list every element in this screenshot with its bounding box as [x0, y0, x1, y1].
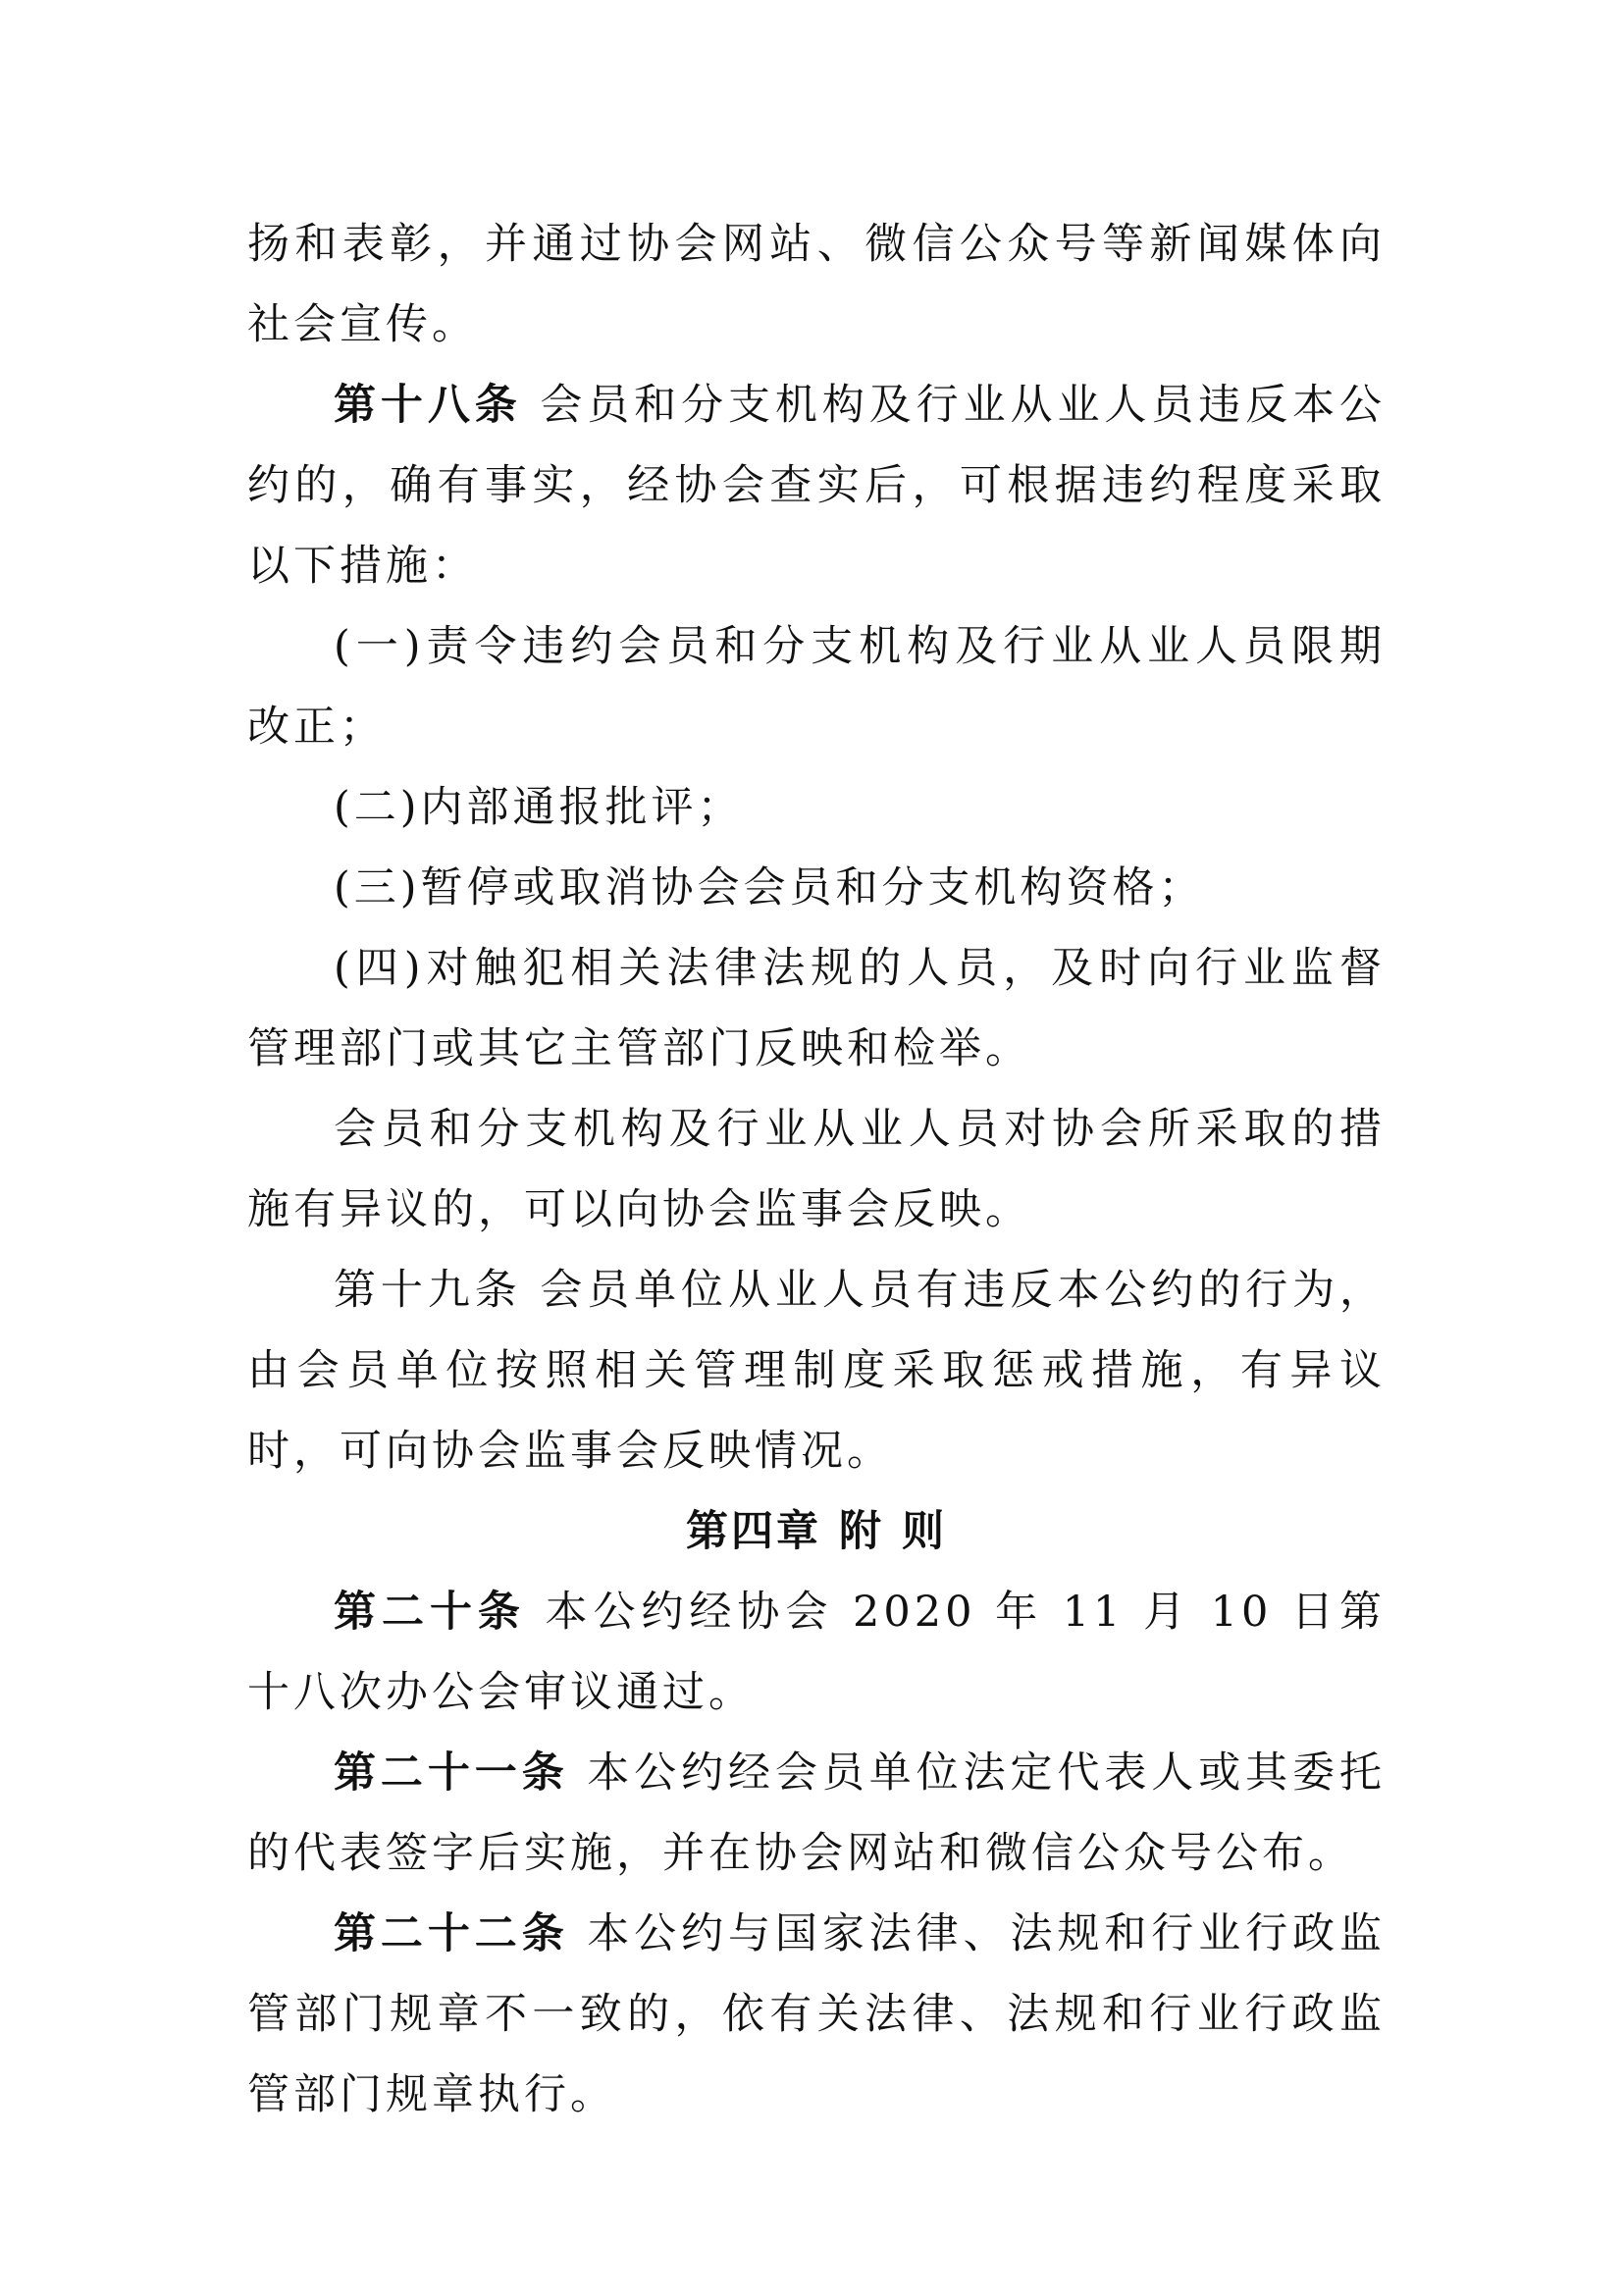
- article-20: [247, 1572, 1386, 1733]
- measure-item-2: (二)内部通报批评；: [334, 783, 744, 832]
- article-18: [247, 365, 1386, 606]
- article-21-label: 第二十一条: [334, 1748, 569, 1798]
- article-20-label: 第二十条: [334, 1588, 526, 1637]
- article-22-text: 本公约与国家法律、法规和行业行政监管部门规章不一致的，依有关法律、法规和行业行政监管部门规章执行。: [247, 1909, 1387, 2119]
- article-18-label: 第十八条: [334, 381, 522, 430]
- document-body: [247, 204, 1386, 2135]
- paragraph-text: 扬和表彰，并通过协会网站、微信公众号等新闻媒体向社会宣传。: [247, 220, 1386, 349]
- article-19: 第十九条 会员单位从业人员有违反本公约的行为，由会员单位按照相关管理制度采取惩戒措施，有异议时，可向协会监事会反映情况。: [247, 1266, 1386, 1476]
- article-21-text: 本公约经会员单位法定代表人或其委托的代表签字后实施，并在协会网站和微信公众号公布。: [247, 1748, 1387, 1878]
- article-22-label: 第二十二条: [334, 1909, 569, 1958]
- article-18-text: 会员和分支机构及行业从业人员违反本公约的，确有事实，经协会查实后，可根据违约程度采取以下措施：: [247, 381, 1387, 591]
- measure-item-3: (三)暂停或取消协会会员和分支机构资格；: [334, 863, 1205, 913]
- objection-paragraph: 会员和分支机构及行业从业人员对协会所采取的措施有异议的，可以向协会监事会反映。: [247, 1105, 1386, 1234]
- article-22: [247, 1894, 1386, 2135]
- article-20-text: 本公约经协会 2020 年 11 月 10 日第十八次办公会审议通过。: [247, 1588, 1386, 1717]
- chapter-heading: 第四章 附 则: [686, 1507, 947, 1556]
- paragraph-continuation: [247, 204, 1386, 365]
- measure-item-1: (一)责令违约会员和分支机构及行业从业人员限期改正；: [247, 622, 1386, 752]
- measure-item-4: (四)对触犯相关法律法规的人员，及时向行业监督管理部门或其它主管部门反映和检举。: [247, 944, 1386, 1073]
- article-21: [247, 1733, 1386, 1894]
